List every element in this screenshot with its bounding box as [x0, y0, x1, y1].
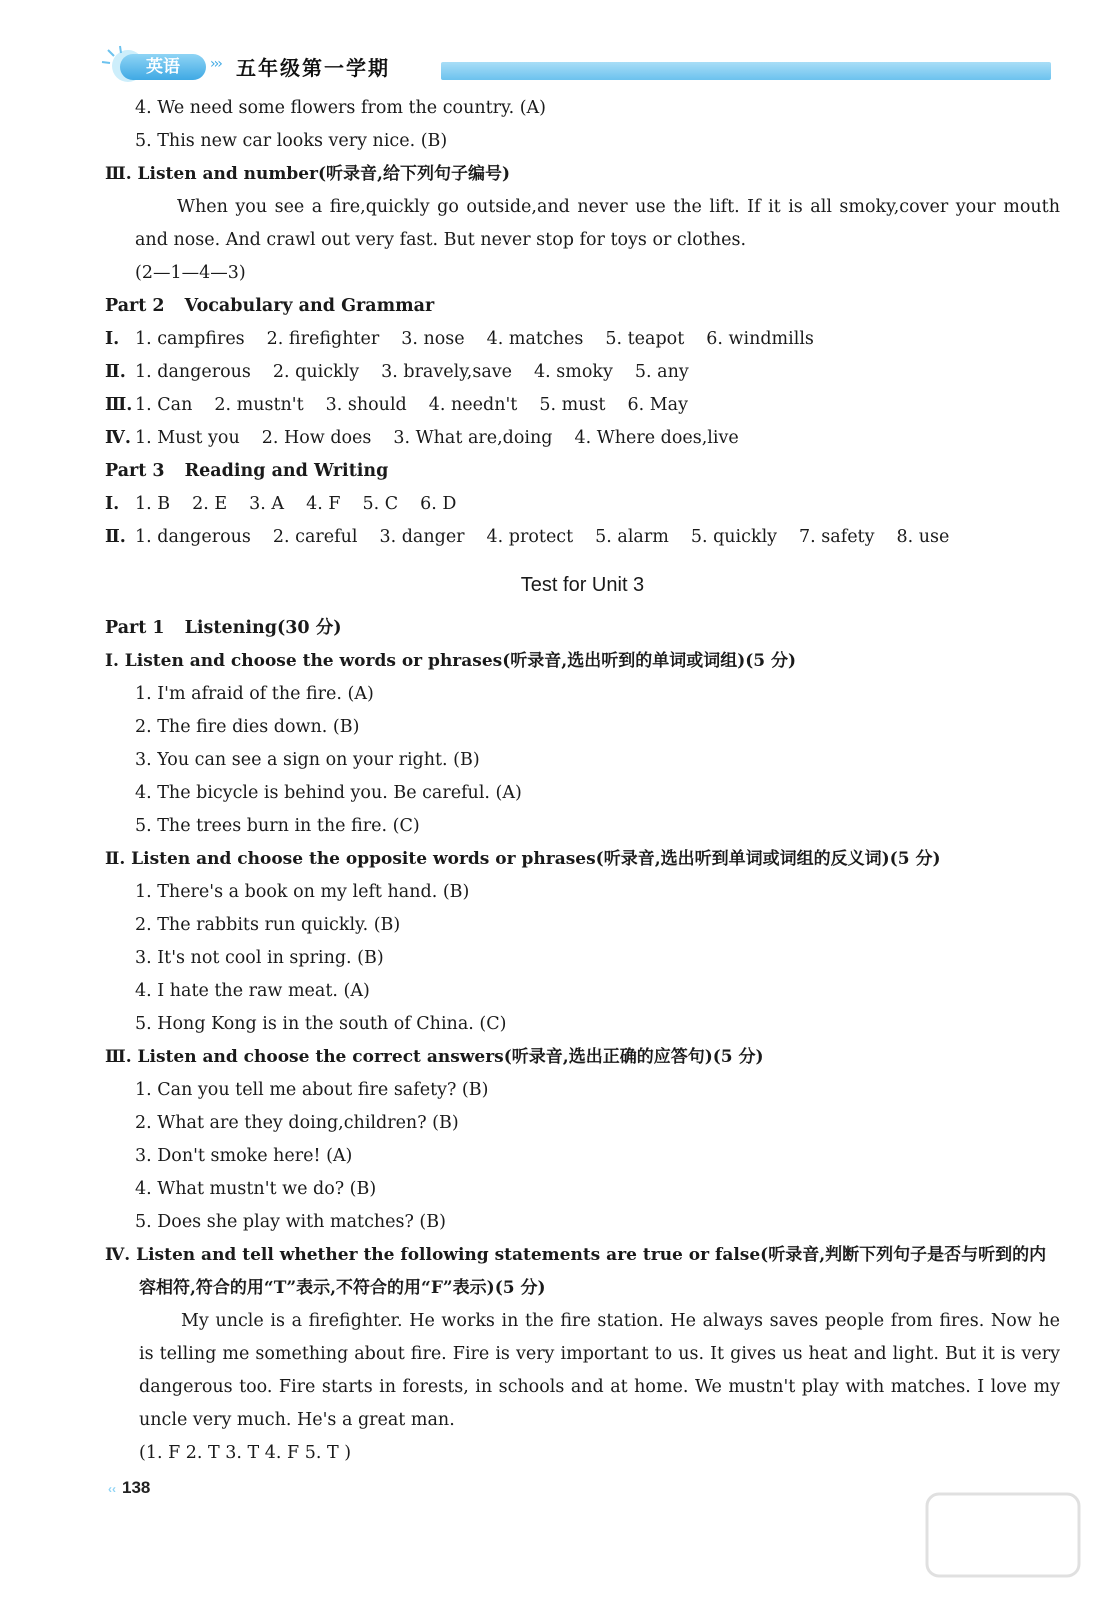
roman-numeral: Ⅰ.: [105, 329, 120, 349]
part-title: Listening(30 分): [184, 618, 342, 638]
answer-item: 4. We need some flowers from the country. (A): [135, 98, 546, 118]
answer-item: 1. Can: [135, 395, 193, 415]
part-title: Vocabulary and Grammar: [184, 296, 435, 316]
answer-item: 1. There's a book on my left hand. (B): [135, 882, 470, 902]
answer-item: 5. teapot: [605, 329, 685, 349]
answer-item: 8. use: [896, 527, 950, 547]
answer-item: 4. protect: [486, 527, 574, 547]
part-heading: [105, 612, 1060, 645]
part-label: Part 2: [105, 296, 165, 316]
test-title: Test for Unit 3: [520, 574, 645, 596]
answer-item: 2. E: [192, 494, 228, 514]
answer-item: 5. The trees burn in the fire. (C): [135, 816, 420, 836]
answer-item: 5. alarm: [595, 527, 669, 547]
answer-item: 2. The fire dies down. (B): [135, 717, 360, 737]
answer-row: [105, 422, 1060, 455]
chevron-right-icon: ›››: [210, 56, 221, 72]
section-heading: Ⅰ. Listen and choose the words or phrases(听录音,选出听到的单词或词组)(5 分): [105, 651, 797, 671]
part-heading: [105, 290, 1060, 323]
answer-row: [105, 389, 1060, 422]
answer-item: 5. Hong Kong is in the south of China. (C): [135, 1014, 507, 1034]
grade-term-title: 五年级第一学期: [236, 56, 390, 80]
part-heading: [105, 455, 1060, 488]
answer-item: 1. B: [135, 494, 171, 514]
section-heading: Ⅱ. Listen and choose the opposite words or phrases(听录音,选出听到单词或词组的反义词)(5 分): [105, 849, 941, 869]
answer-item: 3. bravely,save: [381, 362, 512, 382]
answer-item: 5. any: [634, 362, 689, 382]
answer-item: 2. careful: [272, 527, 358, 547]
answer-item: 1. Can you tell me about fire safety? (B): [135, 1080, 489, 1100]
page-header: [98, 44, 1078, 88]
subject-badge: 英语: [120, 54, 206, 80]
answer-row: [105, 356, 1060, 389]
part-label: Part 3: [105, 461, 165, 481]
section-heading: Ⅲ. Listen and number(听录音,给下列句子编号): [105, 164, 511, 184]
double-chevron-icon: ‹‹: [108, 1482, 116, 1496]
answer-item: 4. The bicycle is behind you. Be careful. (A): [135, 783, 522, 803]
answer-item: 1. I'm afraid of the fire. (A): [135, 684, 374, 704]
answer-item: 6. windmills: [706, 329, 814, 349]
answer-item: 5. This new car looks very nice. (B): [135, 131, 448, 151]
answer-item: 1. dangerous: [135, 527, 251, 547]
answer-item: 4. needn't: [428, 395, 518, 415]
header-decorative-bar: [441, 62, 1051, 80]
page-number: ‹‹ 138: [108, 1478, 151, 1497]
answer-sequence: (2—1—4—3): [135, 263, 246, 283]
answer-item: 3. nose: [401, 329, 465, 349]
answer-item: 4. What mustn't we do? (B): [135, 1179, 377, 1199]
answer-item: 5. must: [539, 395, 606, 415]
answer-item: 3. A: [249, 494, 285, 514]
answer-item: 2. quickly: [272, 362, 360, 382]
answer-item: 3. You can see a sign on your right. (B): [135, 750, 480, 770]
answer-item: 3. It's not cool in spring. (B): [135, 948, 384, 968]
answer-item: 3. Don't smoke here! (A): [135, 1146, 353, 1166]
answer-row: [105, 323, 1060, 356]
answer-item: 1. Must you: [135, 428, 240, 448]
section-heading: Ⅲ. Listen and choose the correct answers(听录音,选出正确的应答句)(5 分): [105, 1047, 764, 1067]
transcript-paragraph: My uncle is a firefighter. He works in the fire station. He always saves people from fires. Now he is telling me something about fire. Fire is very important to us. It gives us heat and light. But it is very dangerous too. Fire starts in forests, in schools and at home. We mustn't play with matches. I love my uncle very much. He's a great man.: [139, 1311, 1060, 1430]
answer-item: 2. firefighter: [266, 329, 380, 349]
transcript-paragraph: When you see a fire,quickly go outside,and never use the lift. If it is all smoky,cover your mouth and nose. And crawl out very fast. But never stop for toys or clothes.: [135, 197, 1060, 250]
answer-item: 4. Where does,live: [574, 428, 739, 448]
answer-item: 2. How does: [261, 428, 372, 448]
part-label: Part 1: [105, 618, 165, 638]
answer-item: 2. The rabbits run quickly. (B): [135, 915, 401, 935]
answer-item: 1. campfires: [135, 329, 245, 349]
roman-numeral: Ⅳ.: [105, 428, 131, 448]
answer-item: 4. matches: [486, 329, 584, 349]
answer-item: 5. quickly: [690, 527, 778, 547]
answer-item: 3. danger: [379, 527, 465, 547]
answer-sequence: (1. F 2. T 3. T 4. F 5. T ): [139, 1443, 352, 1463]
answer-item: 3. should: [325, 395, 407, 415]
answer-item: 5. Does she play with matches? (B): [135, 1212, 446, 1232]
answer-item: 5. C: [362, 494, 399, 514]
answer-item: 4. F: [306, 494, 341, 514]
answer-item: 4. I hate the raw meat. (A): [135, 981, 370, 1001]
section-heading: Ⅳ. Listen and tell whether the following statements are true or false(听录音,判断下列句子是否与听到的内容相符,符合的用“T”表示,不符合的用“F”表示)(5 分): [105, 1245, 1047, 1298]
part-title: Reading and Writing: [184, 461, 389, 481]
answer-item: 3. What are,doing: [393, 428, 553, 448]
roman-numeral: Ⅰ.: [105, 494, 120, 514]
answer-content: [105, 92, 1060, 1470]
roman-numeral: Ⅱ.: [105, 362, 126, 382]
answer-item: 1. dangerous: [135, 362, 251, 382]
answer-row: [105, 488, 1060, 521]
answer-item: 4. smoky: [534, 362, 613, 382]
answer-item: 7. safety: [799, 527, 875, 547]
answer-item: 6. May: [627, 395, 688, 415]
answer-item: 6. D: [420, 494, 457, 514]
watermark-logo: [923, 1490, 1083, 1580]
answer-item: 2. What are they doing,children? (B): [135, 1113, 459, 1133]
answer-item: 2. mustn't: [214, 395, 304, 415]
roman-numeral: Ⅱ.: [105, 527, 126, 547]
roman-numeral: Ⅲ.: [105, 395, 133, 415]
answer-row: [105, 521, 1060, 554]
